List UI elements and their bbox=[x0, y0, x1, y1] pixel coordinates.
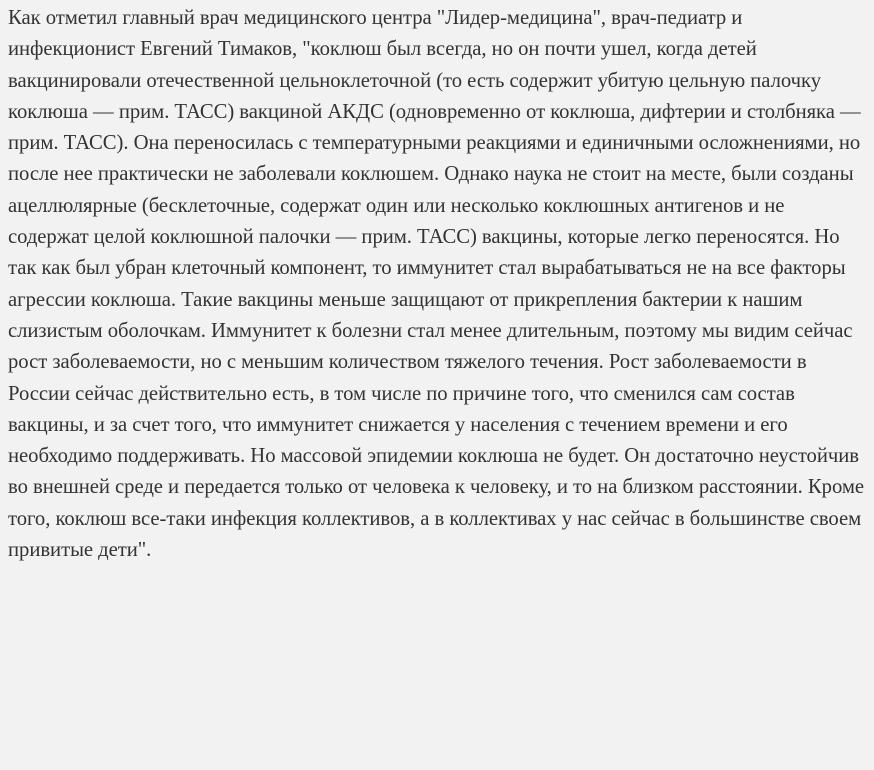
article-paragraph: Как отметил главный врач медицинского центра "Лидер-медицина", врач-педиатр и инфекционист Евгений Тимаков, "коклюш был всегда, но он почти ушел, когда детей вакцинировали отечественной цельноклеточной (то есть содержит убитую цельную палочку коклюша — прим. ТАСС) вакциной АКДС (одновременно от коклюша, дифтерии и столбняка — прим. ТАСС). Она переносилась с температурными реакциями и единичными осложнениями, но после нее практически не заболевали коклюшем. Однако наука не стоит на месте, были созданы ацеллюлярные (бесклеточные, содержат один или несколько коклюшных антигенов и не содержат целой коклюшной палочки — прим. ТАСС) вакцины, которые легко переносятся. Но так как был убран клеточный компонент, то иммунитет стал вырабатываться не на все факторы агрессии коклюша. Такие вакцины меньше защищают от прикрепления бактерии к нашим слизистым оболочкам. Иммунитет к болезни стал менее длительным, поэтому мы видим сейчас рост заболеваемости, но с меньшим количеством тяжелого течения. Рост заболеваемости в России сейчас действительно есть, в том числе по причине того, что сменился сам состав вакцины, и за счет того, что иммунитет снижается у населения с течением времени и его необходимо поддерживать. Но массовой эпидемии коклюша не будет. Он достаточно неустойчив во внешней среде и передается только от человека к человеку, и то на близком расстоянии. Кроме того, коклюш все-таки инфекция коллективов, а в коллективах у нас сейчас в большинстве своем привитые дети". bbox=[8, 7, 865, 562]
